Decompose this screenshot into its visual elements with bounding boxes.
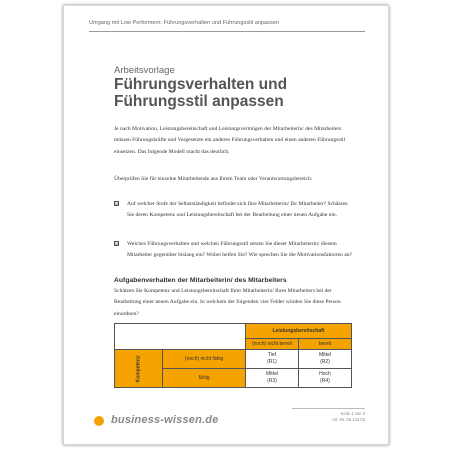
matrix-col-header: bereit: [299, 339, 352, 350]
matrix-cell: [246, 369, 299, 388]
matrix-row-group-label: Kompetenz: [135, 355, 142, 382]
cell-code: (R3): [267, 378, 277, 384]
matrix-corner: [115, 324, 246, 350]
document-kicker: Arbeitsvorlage: [114, 65, 175, 76]
cell-level: Tief: [267, 351, 277, 358]
matrix-instruction: Schätzen Sie Kompetenz und Leistungsbereitschaft Ihrer Mitarbeiterin/ Ihres Mitarbeiters bei der Bearbeitung einer neuen Aufgabe ein. In welchem der folgenden vier Felder würden Sie diese Person einordnen?: [114, 288, 341, 317]
cell-code: (R1): [267, 359, 277, 365]
intro-paragraph: Je nach Motivation, Leistungsbereitschaft und Leistungsvermögen der Mitarbeiterin/ des Mitarbeiters müssen Führungskräfte und Vorgesetzte ein anderes Führungsverhalten und einen anderen Führungsstil einsetzen. Das folgende Modell macht das deutlich.: [114, 126, 346, 155]
checklist-text: Auf welcher Stufe der Selbstständigkeit befindet sich Ihre Mitarbeiterin/ Ihr Mitarbeiter? Schätzen Sie deren Kompetenz und Leistungsbereitschaft bei der Bearbeitung einer neuen Aufgabe ein.: [127, 201, 348, 219]
title-line-2: Führungsstil anpassen: [114, 93, 284, 110]
matrix-row-label: fähig: [163, 369, 246, 388]
cell-code: (R2): [320, 359, 330, 365]
footer-divider: [292, 408, 365, 409]
matrix-col-group-header: Leistungsbereitschaft: [246, 324, 352, 339]
document-page: [63, 5, 389, 445]
matrix-row-label: (noch) nicht fähig: [163, 350, 246, 369]
matrix-cell: [299, 369, 352, 388]
header-divider: [89, 31, 365, 32]
checklist-text: Welches Führungsverhalten und welchen Führungsstil setzen Sie dieser Mitarbeiterin/ diesem Mitarbeiter gegenüber bislang ein? Wobei helfen Sie? Wie sprechen Sie die Motivationsfaktoren an?: [127, 241, 352, 259]
page-number: Seite 1 von 3: [340, 411, 365, 416]
logo-dot-icon: [94, 416, 104, 426]
checkbox-icon: ☑: [115, 201, 120, 207]
footer-meta: [318, 411, 365, 423]
situational-leadership-matrix: [114, 323, 352, 388]
checkbox-icon: ☑: [115, 241, 120, 247]
cell-code: (R4): [320, 378, 330, 384]
matrix-row-group-header: [115, 350, 163, 388]
document-title: [114, 76, 374, 110]
cell-level: Mittel: [319, 351, 331, 358]
matrix-cell: [246, 350, 299, 369]
cell-level: Hoch: [319, 370, 331, 377]
instruction-paragraph: Überprüfen Sie für einzelne Mitarbeitende aus Ihrem Team oder Verantwortungsbereich:: [114, 176, 313, 182]
cell-level: Mittel: [266, 370, 278, 377]
title-line-1: Führungsverhalten und: [114, 76, 288, 93]
matrix-cell: [299, 350, 352, 369]
matrix-col-header: (noch) nicht bereit: [246, 339, 299, 350]
article-number: Art.-Nr. 06.133.03: [331, 417, 365, 422]
section-subheading: Aufgabenverhalten der Mitarbeiterin/ des Mitarbeiters: [114, 277, 287, 284]
running-header: Umgang mit Low Performern: Führungsverhalten und Führungsstil anpassen: [89, 20, 279, 26]
brand-logo: business-wissen.de: [111, 414, 219, 426]
